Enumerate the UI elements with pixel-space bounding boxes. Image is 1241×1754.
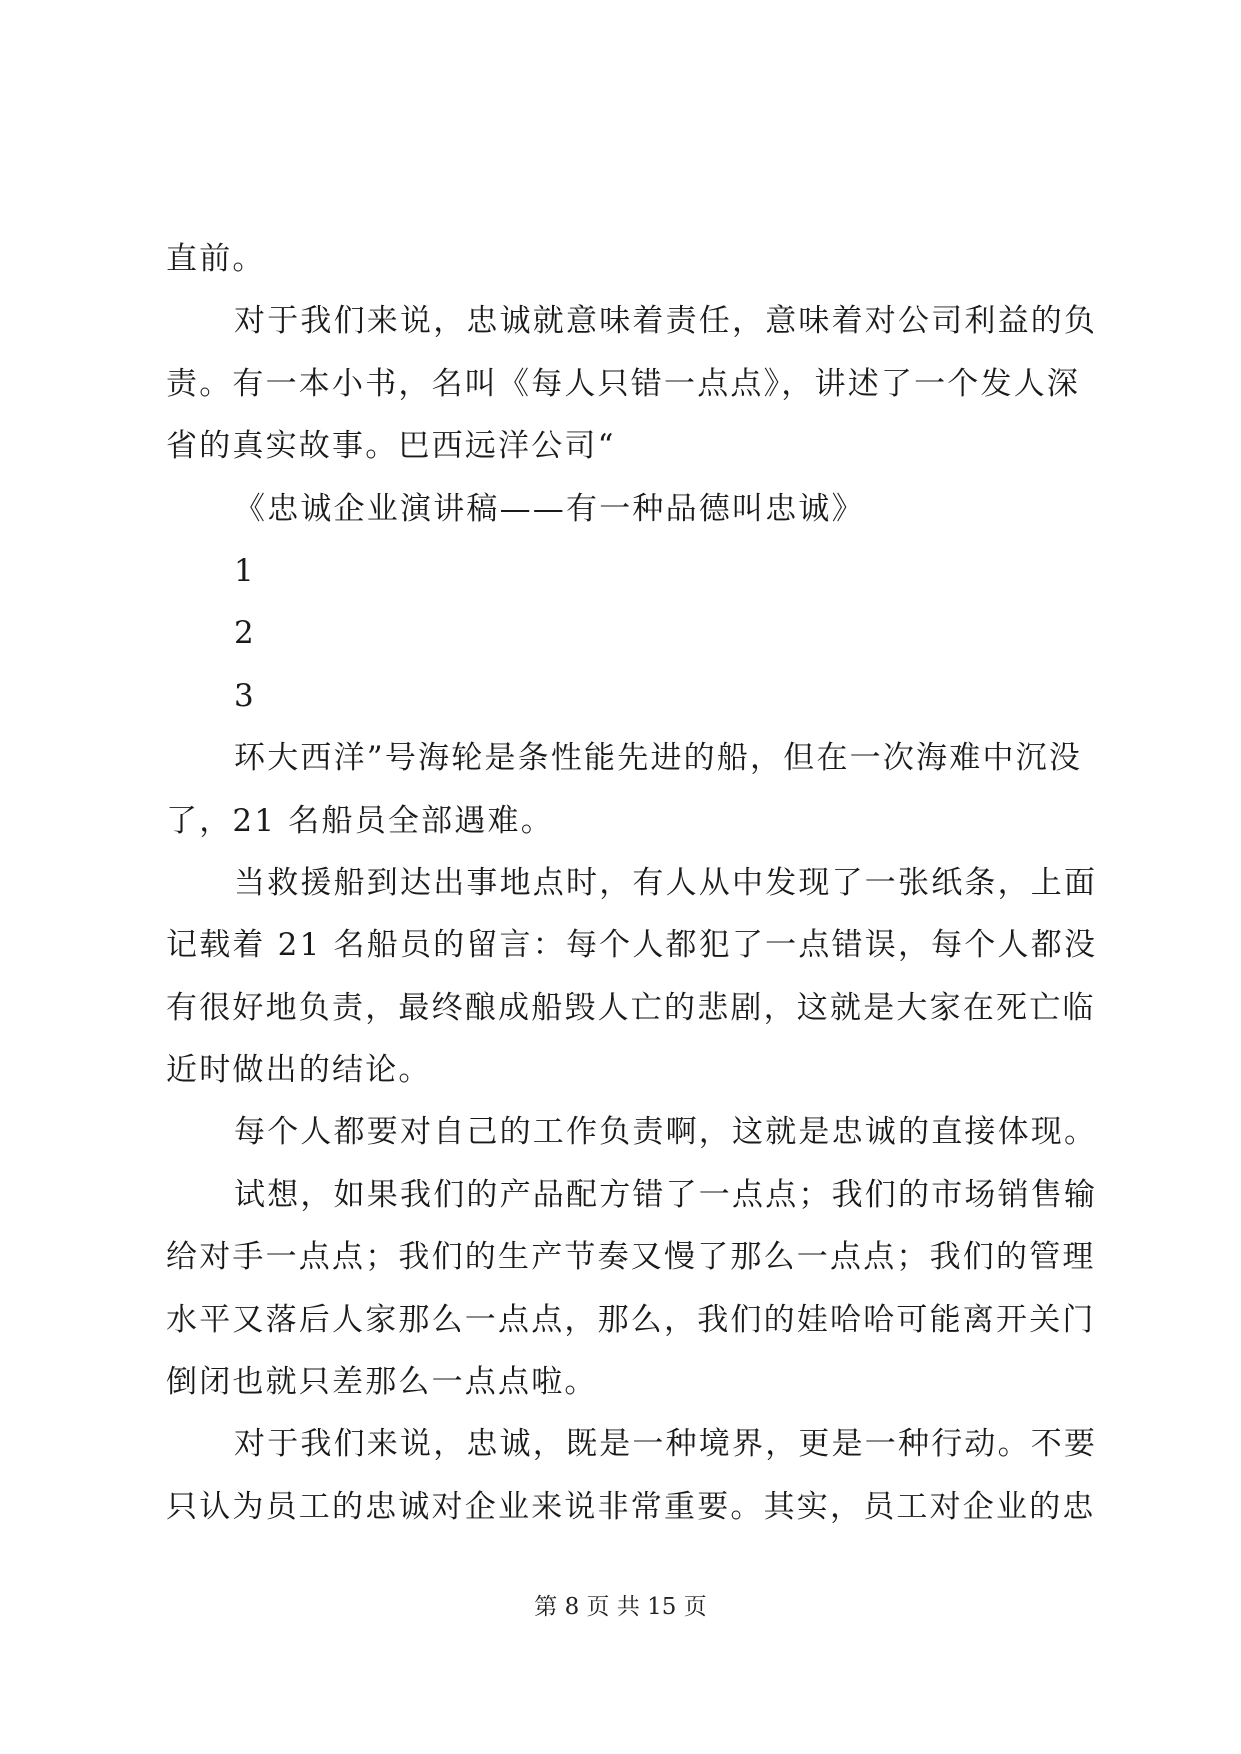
text-line: 省的真实故事。巴西远洋公司“ — [166, 428, 616, 465]
text-line: 记载着 21 名船员的留言：每个人都犯了一点错误，每个人都没 — [166, 927, 1098, 964]
paragraph-start: 每个人都要对自己的工作负责啊，这就是忠诚的直接体现。 — [234, 1114, 1098, 1151]
text-line: 倒闭也就只差那么一点点啦。 — [166, 1364, 598, 1401]
paragraph-start: 当救援船到达出事地点时，有人从中发现了一张纸条，上面 — [234, 864, 1098, 901]
paragraph-start: 试想，如果我们的产品配方错了一点点；我们的市场销售输 — [234, 1176, 1098, 1213]
page-footer: 第 8 页 共 15 页 — [534, 1594, 707, 1620]
paragraph-start: 对于我们来说，忠诚就意味着责任，意味着对公司利益的负 — [234, 303, 1098, 340]
body-text — [166, 228, 1098, 1538]
text-line: 水平又落后人家那么一点点，那么，我们的娃哈哈可能离开关门 — [166, 1301, 1096, 1338]
text-line: 责。有一本小书，名叫《每人只错一点点》，讲述了一个发人深 — [166, 365, 1081, 402]
text-line: 直前。 — [166, 241, 266, 277]
page-number-2: 2 — [234, 615, 256, 652]
page-number-1: 1 — [234, 552, 256, 589]
text-line: 了，21 名船员全部遇难。 — [166, 802, 554, 839]
text-line: 有很好地负责，最终酿成船毁人亡的悲剧，这就是大家在死亡临 — [166, 989, 1096, 1026]
text-line: 只认为员工的忠诚对企业来说非常重要。其实，员工对企业的忠 — [166, 1488, 1096, 1525]
text-line: 近时做出的结论。 — [166, 1052, 432, 1089]
page-number-3: 3 — [234, 677, 256, 714]
embedded-title: 《忠诚企业演讲稿——有一种品德叫忠诚》 — [234, 490, 865, 527]
paragraph-start: 对于我们来说，忠诚，既是一种境界，更是一种行动。不要 — [234, 1426, 1098, 1463]
text-line: 给对手一点点；我们的生产节奏又慢了那么一点点；我们的管理 — [166, 1239, 1096, 1276]
paragraph-start: 环大西洋”号海轮是条性能先进的船，但在一次海难中沉没 — [234, 740, 1083, 777]
